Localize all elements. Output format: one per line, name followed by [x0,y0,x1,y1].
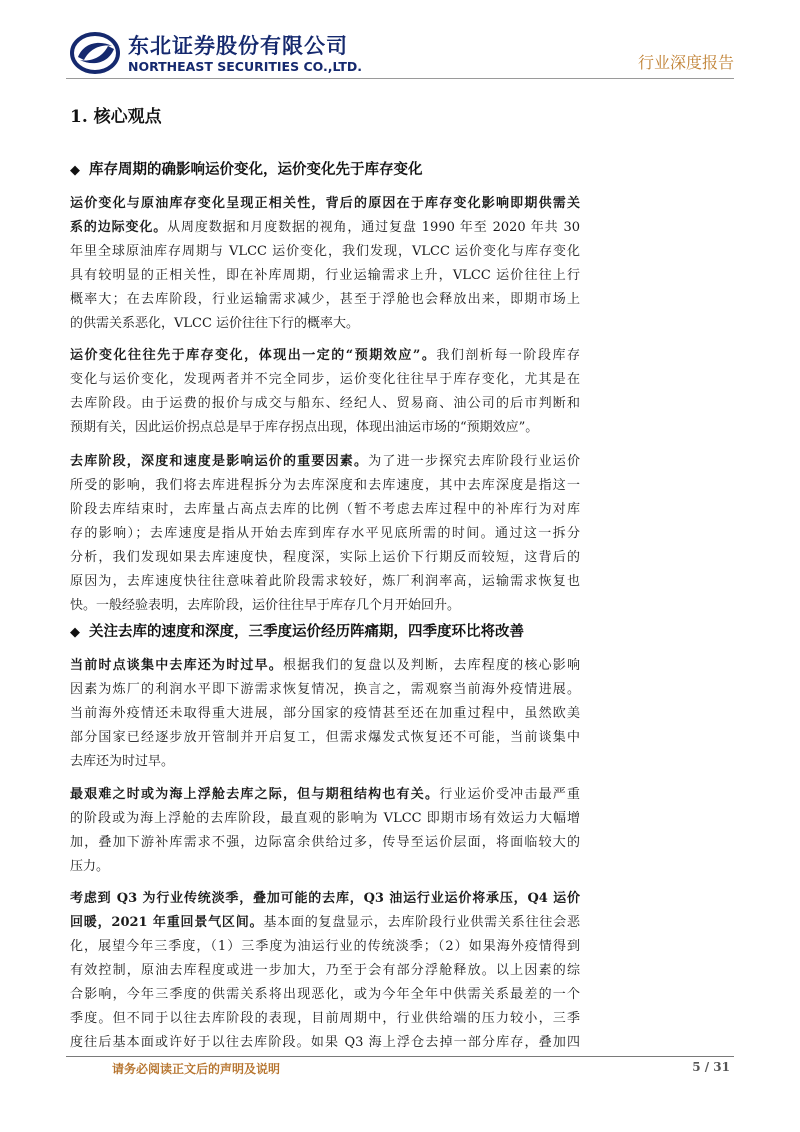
paragraph-line: 所受的影响，我们将去库进程拆分为去库深度和去库速度，其中去库深度是指这一 [70,478,580,493]
paragraph-line [70,450,580,474]
line-text: 基本面的复盘显示，去库阶段行业供需关系往往会恶 [263,915,580,930]
paragraph-line: 当前海外疫情还未取得重大进展，部分国家的疫情甚至还在加重过程中，虽然欧美 [70,706,580,721]
paragraph-line: 原因为，去库速度快往往意味着此阶段需求较好，炼厂利润率高，运输需求恢复也 [70,574,580,589]
diamond-bullet-icon: ◆ [70,163,80,178]
paragraph-line: 去库阶段。由于运费的报价与成交与船东、经纪人、贸易商、油公司的后市判断和 [70,396,580,411]
paragraph-floating-storage [70,783,580,879]
report-type-label: 行业深度报告 [637,53,734,72]
line-text: 我们剖析每一阶段库存 [436,348,580,363]
company-name-cn: 东北证券股份有限公司 [128,34,348,58]
paragraph-line: 存的影响）；去库速度是指从开始去库到库存水平见底所需的时间。通过这一拆分 [70,526,580,541]
line-text: 为了进一步探究去库阶段行业运价 [368,454,580,469]
paragraph-line: 季度。但不同于以往去库阶段的表现，目前周期中，行业供给端的压力较小，三季 [70,1011,580,1026]
bold-lead: 运价变化往往先于库存变化，体现出一定的“预期效应”。 [70,348,437,363]
paragraph-line: 阶段去库结束时，去库量占高点去库的比例（暂不考虑去库过程中的补库行为对库 [70,502,580,517]
footer-disclaimer: 请务必阅读正文后的声明及说明 [112,1062,281,1076]
subheading-inventory-cycle [70,158,423,179]
paragraph-line [70,783,580,807]
paragraph-line: 的阶段或为海上浮舱的去库阶段，最直观的影响为 VLCC 即期市场有效运力大幅增 [70,811,580,826]
paragraph-line: 分析，我们发现如果去库速度快，程度深，实际上运价下行期反而较短，这背后的 [70,550,580,565]
paragraph-line [70,911,580,935]
page-header [70,28,734,80]
paragraph-line: 变化与运价变化，发现两者并不完全同步，运价变化往往早于库存变化，尤其是在 [70,372,580,387]
header-divider [66,78,734,79]
diamond-bullet-icon: ◆ [70,625,80,640]
bold-lead: 去库阶段，深度和速度是影响运价的重要因素。 [70,454,369,469]
bold-lead: 系的边际变化。 [70,220,168,235]
footer-divider [66,1056,734,1057]
bold-lead: 当前时点谈集中去库还为时过早。 [70,658,283,673]
paragraph-line: 快。一般经验表明，去库阶段，运价往往早于库存几个月开始回升。 [70,598,461,613]
subheading-text: 关注去库的速度和深度，三季度运价经历阵痛期，四季度环比将改善 [89,623,524,640]
line-text: 行业运价受冲击最严重 [439,787,580,802]
paragraph-line [70,216,580,240]
bold-lead: 最艰难之时或为海上浮舱去库之际，但与期租结构也有关。 [70,787,440,802]
paragraph-line: 加，叠加下游补库需求不强，边际富余供给过多，传导至运价层面，将面临较大的 [70,835,580,850]
paragraph-line: 的供需关系恶化，VLCC 运价往往下行的概率大。 [70,316,360,331]
paragraph-line: 概率大；在去库阶段，行业运输需求减少，甚至于浮舱也会释放出来，即期市场上 [70,292,580,307]
paragraph-destocking-depth-speed [70,450,580,618]
paragraph-line: 有效控制，原油去库程度或进一步加大，乃至于会有部分浮舱释放。以上因素的综 [70,963,580,978]
paragraph-line: 化，展望今年三季度，（1）三季度为油运行业的传统淡季；（2）如果海外疫情得到 [70,939,580,954]
paragraph-expectation-effect [70,344,580,440]
paragraph-q3-q4-outlook [70,887,580,1055]
paragraph-freight-inventory-correlation [70,192,580,336]
paragraph-line: 压力。 [70,859,110,874]
page-number: 5 / 31 [692,1060,730,1074]
paragraph-line: 因素为炼厂的利润水平即下游需求恢复情况，换言之，需观察当前海外疫情进展。 [70,682,580,697]
paragraph-too-early-to-destock [70,654,580,774]
paragraph-line: 部分国家已经逐步放开管制并开启复工，但需求爆发式恢复还不可能，当前谈集中 [70,730,580,745]
line-text: 从周度数据和月度数据的视角，通过复盘 1990 年至 2020 年共 30 [167,220,580,235]
paragraph-line: 考虑到 Q3 为行业传统淡季，叠加可能的去库，Q3 油运行业运价将承压，Q4 运价 [70,891,580,906]
paragraph-line [70,344,580,368]
paragraph-line [70,654,580,678]
northeast-securities-logo-icon [70,32,122,74]
paragraph-line: 合影响，今年三季度的供需关系将出现恶化，或为今年全年中供需关系最差的一个 [70,987,580,1002]
paragraph-line: 去库还为时过早。 [70,754,175,769]
paragraph-line: 运价变化与原油库存变化呈现正相关性，背后的原因在于库存变化影响即期供需关 [70,196,580,211]
paragraph-line: 具有较明显的正相关性，即在补库周期，行业运输需求上升，VLCC 运价往往上行 [70,268,580,283]
subheading-text: 库存周期的确影响运价变化，运价变化先于库存变化 [89,161,423,178]
paragraph-line: 年里全球原油库存周期与 VLCC 运价变化，我们发现，VLCC 运价变化与库存变化 [70,244,580,259]
paragraph-line: 度往后基本面或许好于以往去库阶段。如果 Q3 海上浮仓去掉一部分库存，叠加四 [70,1035,580,1050]
company-name-en: NORTHEAST SECURITIES CO.,LTD. [128,59,363,74]
line-text: 根据我们的复盘以及判断，去库程度的核心影响 [283,658,580,673]
paragraph-line: 预期有关，因此运价拐点总是早于库存拐点出现，体现出油运市场的“预期效应”。 [70,420,539,435]
subheading-destocking-outlook [70,620,524,641]
section-title: 1. 核心观点 [70,107,162,127]
bold-lead: 回暖，2021 年重回景气区间。 [70,915,264,930]
